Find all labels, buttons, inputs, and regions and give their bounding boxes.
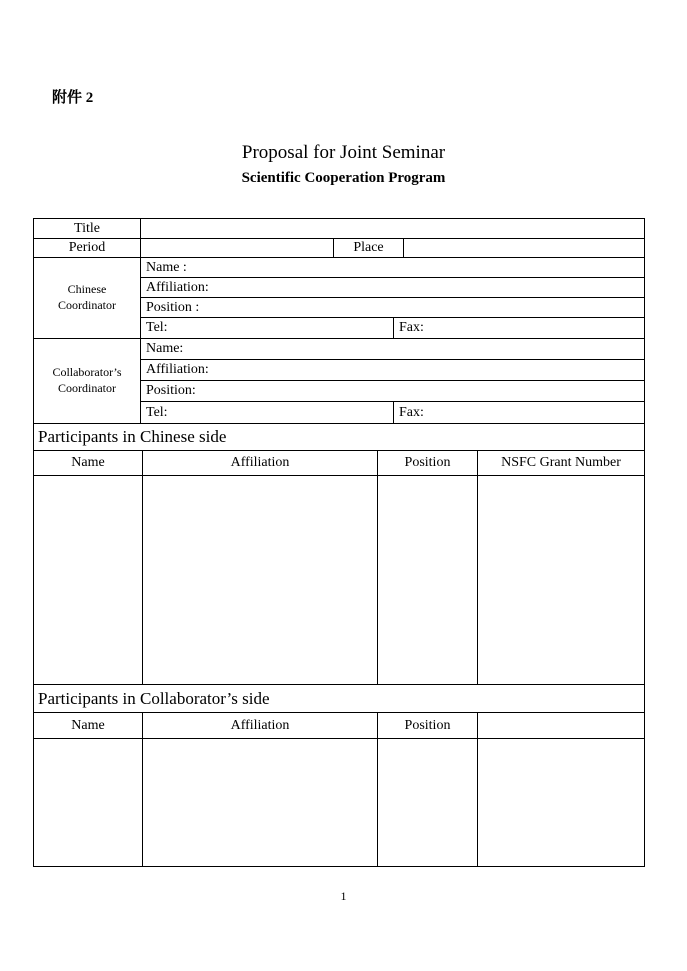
collaborator-coordinator-fields <box>141 339 644 423</box>
field-row <box>141 381 644 402</box>
column-header-affiliation: Affiliation <box>143 451 378 475</box>
page-subtitle: Scientific Cooperation Program <box>241 170 446 186</box>
chinese-coordinator-label: Chinese Coordinator <box>34 258 141 338</box>
collaborator-position-field[interactable]: Position: <box>146 383 196 398</box>
place-value-cell[interactable] <box>404 239 644 257</box>
attachment-label: 附件 2 <box>52 90 94 106</box>
column-header-position: Position <box>378 451 478 475</box>
collaborator-participants-header-row <box>34 713 644 739</box>
chinese-participants-section-title: Participants in Chinese side <box>38 427 227 446</box>
column-header-empty <box>478 713 644 738</box>
collaborator-participants-extra-cell[interactable] <box>478 739 644 866</box>
collaborator-participants-entry-row <box>34 739 644 866</box>
field-row <box>141 298 644 318</box>
column-header-affiliation: Affiliation <box>143 713 378 738</box>
chinese-participants-affiliation-cell[interactable] <box>143 476 378 684</box>
title-value-cell[interactable] <box>141 219 644 238</box>
collaborator-tel-field[interactable]: Tel: <box>141 402 394 423</box>
chinese-fax-field[interactable]: Fax: <box>399 320 424 335</box>
collaborator-fax-field[interactable]: Fax: <box>399 404 424 420</box>
period-place-row <box>34 239 644 258</box>
collaborator-affiliation-field[interactable]: Affiliation: <box>146 362 209 377</box>
column-header-position: Position <box>378 713 478 738</box>
chinese-coordinator-fields <box>141 258 644 338</box>
field-row <box>141 339 644 360</box>
chinese-affiliation-field[interactable]: Affiliation: <box>146 279 209 295</box>
field-row <box>141 360 644 381</box>
column-header-nsfc-grant-number: NSFC Grant Number <box>501 455 621 470</box>
title-row <box>34 219 644 239</box>
collaborator-coordinator-label: Collaborator’s Coordinator <box>34 339 141 423</box>
field-row <box>141 278 644 298</box>
chinese-tel-field[interactable]: Tel: <box>141 318 394 338</box>
column-header-name: Name <box>34 713 143 738</box>
place-label: Place <box>334 239 404 257</box>
proposal-form-table <box>33 218 645 867</box>
collaborator-participants-section-row <box>34 685 644 713</box>
chinese-participants-position-cell[interactable] <box>378 476 478 684</box>
field-row <box>141 258 644 278</box>
chinese-position-field[interactable]: Position : <box>146 299 200 315</box>
chinese-name-field[interactable]: Name : <box>146 259 187 275</box>
chinese-participants-header-row <box>34 451 644 476</box>
chinese-coordinator-block <box>34 258 644 339</box>
chinese-participants-grant-cell[interactable] <box>478 476 644 684</box>
chinese-participants-name-cell[interactable] <box>34 476 143 684</box>
collaborator-participants-name-cell[interactable] <box>34 739 143 866</box>
title-label: Title <box>34 219 141 238</box>
collaborator-participants-section-title: Participants in Collaborator’s side <box>38 688 270 708</box>
period-value-cell[interactable] <box>141 239 334 257</box>
page-number: 1 <box>340 889 347 903</box>
collaborator-participants-affiliation-cell[interactable] <box>143 739 378 866</box>
field-row <box>141 318 644 338</box>
page-title: Proposal for Joint Seminar <box>241 142 446 163</box>
period-label: Period <box>34 239 141 257</box>
collaborator-coordinator-block <box>34 339 644 424</box>
collaborator-name-field[interactable]: Name: <box>146 341 184 356</box>
collaborator-participants-position-cell[interactable] <box>378 739 478 866</box>
field-row <box>141 402 644 423</box>
chinese-participants-section-row <box>34 424 644 451</box>
column-header-name: Name <box>34 451 143 475</box>
chinese-participants-entry-row <box>34 476 644 685</box>
